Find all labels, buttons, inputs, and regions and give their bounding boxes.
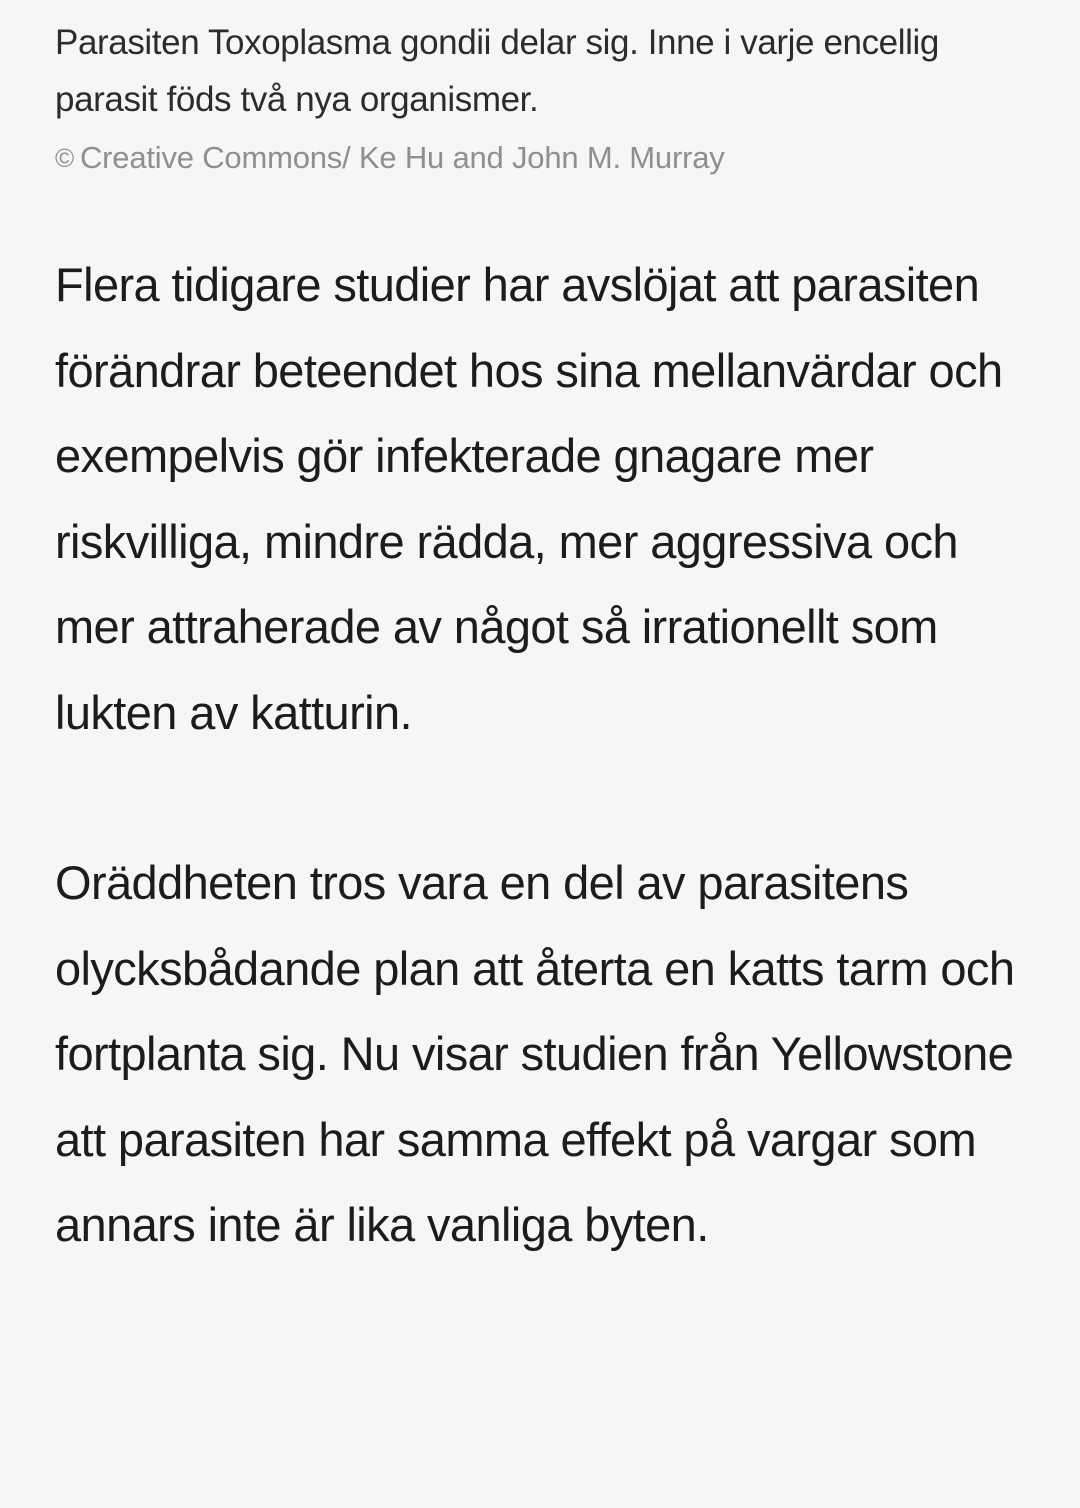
image-credit-text: Creative Commons/ Ke Hu and John M. Murray (79, 140, 725, 175)
image-caption-block (55, 0, 1040, 178)
copyright-icon: © (55, 143, 74, 173)
article-paragraph: Oräddheten tros vara en del av parasitens olycksbådande plan att återta en katts tarm och fortplanta sig. Nu visar studien från Yellowstone att parasiten har samma effekt på vargar som annars inte är lika vanliga byten. (55, 856, 1015, 1251)
image-credit (55, 138, 1040, 178)
image-caption: Parasiten Toxoplasma gondii delar sig. Inne i varje encellig parasit föds två nya organismer. (55, 23, 939, 119)
article-paragraph: Flera tidigare studier har avslöjat att parasiten förändrar beteendet hos sina mellanvärdar och exempelvis gör infekterade gnagare mer riskvilliga, mindre rädda, mer aggressiva och mer attraherade av något så irrationellt som lukten av katturin. (55, 258, 1003, 739)
